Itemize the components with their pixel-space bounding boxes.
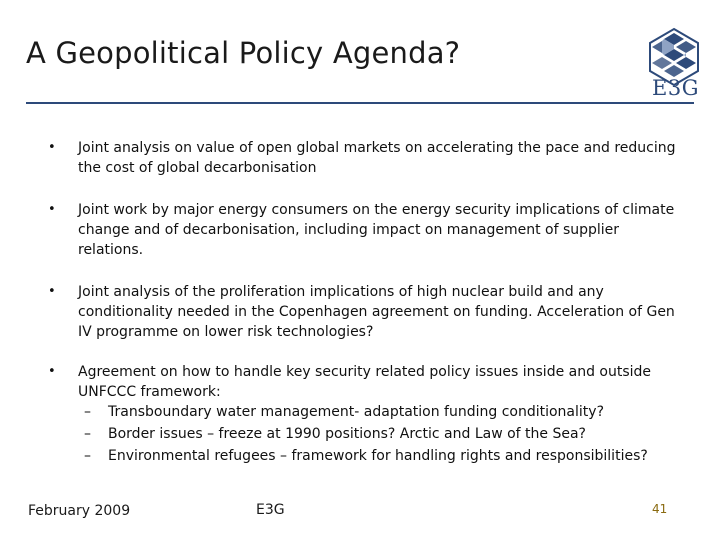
sub-bullet-text: Transboundary water management- adaptation funding conditionality? — [108, 404, 604, 420]
bullet-text: Joint work by major energy consumers on the energy security implications of climate change and of decarbonisation, including impact on management of supplier relations. — [78, 202, 675, 258]
sub-bullet-text: Border issues – freeze at 1990 positions? Arctic and Law of the Sea? — [108, 426, 586, 442]
logo-text: E3G — [652, 76, 699, 100]
footer-org: E3G — [256, 502, 285, 518]
page-number: 41 — [652, 502, 668, 516]
bullet-icon: • — [48, 364, 56, 379]
dash-icon: – — [84, 448, 91, 464]
bullet-text: Agreement on how to handle key security related policy issues inside and outside UNFCCC framework: — [78, 364, 652, 400]
title-rule — [26, 102, 694, 104]
footer-date: February 2009 — [28, 503, 131, 519]
dash-icon: – — [84, 404, 91, 420]
bullet-icon: • — [48, 202, 56, 217]
bullet-text: Joint analysis of the proliferation implications of high nuclear build and any conditionality needed in the Copenhagen agreement on funding. Acceleration of Gen IV programme on lower risk technologies? — [78, 284, 675, 340]
sub-bullet-text: Environmental refugees – framework for handling rights and responsibilities? — [108, 448, 648, 464]
bullet-icon: • — [48, 284, 56, 299]
slide-title: A Geopolitical Policy Agenda? — [26, 36, 461, 70]
bullet-icon: • — [48, 140, 56, 155]
dash-icon: – — [84, 426, 91, 442]
bullet-text: Joint analysis on value of open global markets on accelerating the pace and reducing the cost of global decarbonisation — [78, 140, 676, 176]
